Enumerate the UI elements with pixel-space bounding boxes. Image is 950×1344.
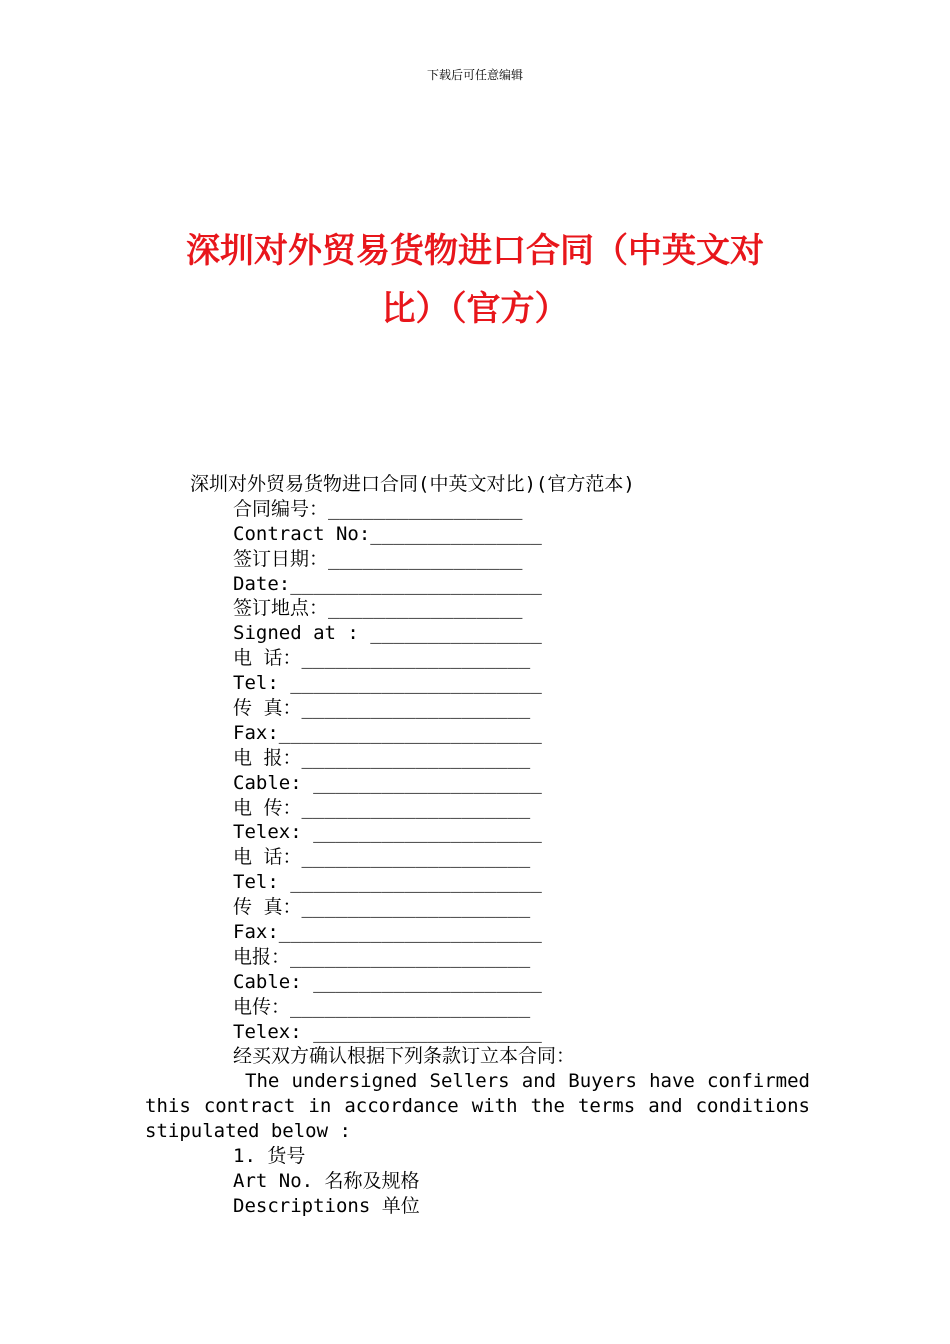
- field-buyer-telex-cn: 电传：_____________________: [233, 995, 531, 1018]
- title-line-1: 深圳对外贸易货物进口合同（中英文对: [186, 231, 764, 271]
- field-tel-cn: 电 话：____________________: [233, 647, 531, 670]
- field-buyer-tel-cn: 电 话：____________________: [233, 846, 531, 869]
- field-buyer-telex-en: Telex: ____________________: [233, 1020, 542, 1043]
- confirm-statement-en: The undersigned Sellers and Buyers have confirmed this contract in accordance with the terms and conditions stipulated below :: [145, 1070, 810, 1143]
- field-buyer-cable-cn: 电报：_____________________: [233, 945, 531, 968]
- field-telex-en: Telex: ____________________: [233, 821, 542, 844]
- confirm-statement-cn: 经买双方确认根据下列条款订立本合同：: [233, 1045, 576, 1068]
- clause-1-art-no: Art No. 名称及规格: [233, 1169, 420, 1192]
- field-place-en: Signed at : _______________: [233, 622, 542, 645]
- field-buyer-cable-en: Cable: ____________________: [233, 970, 542, 993]
- field-contract-no-en: Contract No:_______________: [233, 522, 542, 545]
- clause-1-heading: 1. 货号: [233, 1145, 306, 1168]
- field-date-cn: 签订日期：_________________: [233, 547, 523, 570]
- field-contract-no-cn: 合同编号：_________________: [233, 497, 523, 520]
- field-tel-en: Tel: ______________________: [233, 672, 542, 695]
- field-buyer-tel-en: Tel: ______________________: [233, 871, 542, 894]
- header-note: 下载后可任意编辑: [426, 68, 523, 82]
- field-telex-cn: 电 传：____________________: [233, 796, 531, 819]
- title-line-2: 比）（官方）: [381, 289, 569, 329]
- field-date-en: Date:______________________: [233, 572, 542, 595]
- field-fax-cn: 传 真：____________________: [233, 697, 531, 720]
- clause-1-descriptions: Descriptions 单位: [233, 1194, 420, 1217]
- field-buyer-fax-cn: 传 真：____________________: [233, 896, 531, 919]
- field-cable-en: Cable: ____________________: [233, 771, 542, 794]
- document-title: [160, 222, 790, 338]
- field-place-cn: 签订地点：_________________: [233, 597, 523, 620]
- contract-body: [145, 472, 810, 1219]
- field-buyer-fax-en: Fax:_______________________: [233, 921, 542, 944]
- field-fax-en: Fax:_______________________: [233, 721, 542, 744]
- field-cable-cn: 电 报：____________________: [233, 746, 531, 769]
- contract-subtitle: 深圳对外贸易货物进口合同(中英文对比)(官方范本): [190, 473, 635, 495]
